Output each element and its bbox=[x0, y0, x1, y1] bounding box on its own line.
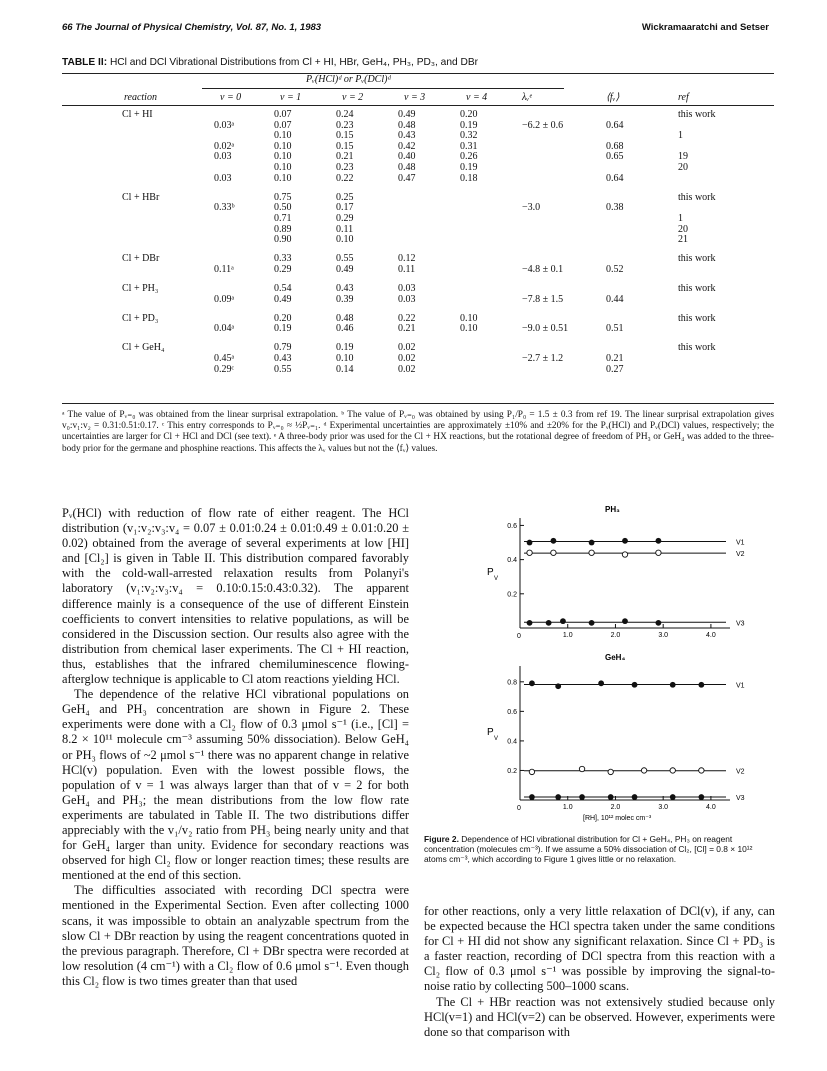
series-label: V2 bbox=[736, 551, 745, 559]
table-cell: 0.25 bbox=[336, 191, 354, 203]
table-cell: 0.11 bbox=[398, 263, 416, 275]
table-cell: 0.19 bbox=[460, 162, 478, 173]
table-cell: 0.09ᵃ bbox=[214, 293, 235, 305]
table-cell: 0.64 bbox=[606, 172, 624, 184]
table-cell: 0.04ᵃ bbox=[214, 323, 235, 335]
table-cell: 0.42 bbox=[398, 140, 416, 152]
data-point bbox=[527, 540, 533, 546]
data-point bbox=[656, 620, 662, 626]
x-tick-label: 2.0 bbox=[610, 804, 621, 811]
column-header: ⟨fᵥ⟩ bbox=[606, 92, 620, 103]
data-point bbox=[551, 550, 556, 555]
y-tick-label: 0.6 bbox=[507, 708, 517, 716]
table-cell: 0.50 bbox=[274, 202, 292, 214]
table-cell: 0.15 bbox=[336, 130, 354, 142]
table-cell: 0.31 bbox=[460, 140, 478, 152]
data-point bbox=[589, 550, 594, 555]
data-point bbox=[551, 538, 557, 544]
y-axis-label-sub: V bbox=[494, 736, 499, 742]
x-origin-label: 0 bbox=[517, 805, 521, 812]
table-title-text: HCl and DCl Vibrational Distributions from Cl + HI, HBr, GeH₄, PH₃, PD₃, and DBr bbox=[109, 57, 479, 68]
table-cell: 0.10 bbox=[336, 352, 354, 364]
table-cell: 0.44 bbox=[606, 293, 624, 305]
table-cell: 0.68 bbox=[606, 140, 624, 152]
figure-caption bbox=[424, 834, 775, 865]
y-tick-label: 0.4 bbox=[507, 557, 517, 565]
table-cell: 0.10 bbox=[460, 323, 478, 335]
column-header: v = 2 bbox=[342, 92, 364, 103]
data-point bbox=[670, 794, 676, 800]
x-origin-label: 0 bbox=[517, 633, 521, 640]
table-cell: 0.45ᵃ bbox=[214, 352, 235, 364]
table-cell: 0.29ᶜ bbox=[214, 363, 235, 375]
table-cell: 0.18 bbox=[460, 172, 478, 184]
table-cell: 0.10 bbox=[460, 312, 478, 324]
data-point bbox=[622, 618, 628, 624]
table-cell: 20 bbox=[678, 223, 688, 235]
authors-header: Wickramaaratchi and Setser bbox=[641, 22, 769, 33]
table-cell: 0.19 bbox=[274, 323, 292, 335]
table-cell: −2.7 ± 1.2 bbox=[522, 352, 564, 364]
table-cell: 1 bbox=[678, 130, 683, 142]
table-cell: 0.20 bbox=[274, 312, 292, 324]
table-cell: 0.27 bbox=[606, 363, 624, 375]
data-point bbox=[529, 769, 534, 774]
table-cell: 0.10 bbox=[274, 151, 292, 163]
series-label: V1 bbox=[736, 539, 745, 547]
table-cell: 0.02 bbox=[398, 342, 416, 354]
figure-2-plots bbox=[424, 500, 775, 830]
table-cell: 0.38 bbox=[606, 202, 624, 214]
data-point bbox=[698, 682, 704, 688]
y-tick-label: 0.6 bbox=[507, 522, 517, 530]
reaction-cell: Cl + GeH₄ bbox=[122, 342, 165, 354]
table-cell: 20 bbox=[678, 162, 688, 173]
table-cell: 0.10 bbox=[336, 234, 354, 246]
table-cell: 0.46 bbox=[336, 323, 354, 335]
running-header bbox=[62, 22, 769, 33]
table-cell: 0.03ᵃ bbox=[214, 119, 235, 131]
data-point bbox=[598, 680, 604, 686]
table-cell: 0.54 bbox=[274, 282, 292, 294]
paragraph: for other reactions, only a very little relaxation of DCl(v), if any, can be expected because the HCl spectra taken under the same conditions for Cl + HI did not show any significant relaxation. Since Cl + PD₃ is a faster reaction, recording of DCl spectra from this reaction with a Cl₂ flow of 0.3 μmol s⁻¹ was possible by improving the signal-to-noise ratio by collecting 500–1000 scans. bbox=[424, 904, 775, 994]
data-point bbox=[589, 620, 595, 626]
reaction-cell: Cl + HI bbox=[122, 109, 153, 120]
table-cell: 0.48 bbox=[336, 312, 354, 324]
series-label: V3 bbox=[736, 795, 745, 803]
column-header: v = 3 bbox=[404, 92, 426, 103]
series-label: V2 bbox=[736, 768, 745, 776]
data-point bbox=[608, 769, 613, 774]
x-tick-label: 2.0 bbox=[610, 632, 621, 639]
body-left-column bbox=[62, 506, 409, 989]
table-cell: 0.79 bbox=[274, 342, 292, 354]
table-cell: 0.51 bbox=[606, 323, 624, 335]
data-point bbox=[656, 550, 661, 555]
paragraph: Pᵥ(HCl) with reduction of flow rate of either reagent. The HCl distribution (v₁:v₂:v₃:v₄ = 0.07 ± 0.01:0.24 ± 0.01:0.49 ± 0.01:0.20 ± 0.02) obtained from the average of several experiments at low [HI] and [Cl₂] is given in Table II. This distribution compared favorably with the cold-wall-arrested relaxation results from Polanyi's laboratory (v₁:v₂:v₃:v₄ = 0.10:0.15:0.43:0.32). The apparent difference mainly is a consequence of the use of different Einstein coefficients to convert intensities to relative populations, as will be considered in the Discussion section. Our results also agree with the distribution from chemical laser experiments. The Cl + HI reaction, thus, establishes that the infrared chemiluminescence flowing-afterglow technique is applicable to Cl atom reactions yielding HCl. bbox=[62, 506, 409, 687]
table-cell: this work bbox=[678, 109, 716, 120]
table-cell: 0.22 bbox=[336, 172, 354, 184]
table-cell: 0.32 bbox=[460, 130, 478, 142]
column-header: v = 4 bbox=[466, 92, 488, 103]
table-cell: −4.8 ± 0.1 bbox=[522, 263, 564, 275]
data-point bbox=[579, 766, 584, 771]
y-tick-label: 0.2 bbox=[507, 591, 517, 599]
x-tick-label: 3.0 bbox=[658, 632, 669, 639]
table-cell: 1 bbox=[678, 212, 683, 224]
table-cell: −6.2 ± 0.6 bbox=[522, 119, 564, 131]
table-cell: 0.47 bbox=[398, 172, 416, 184]
table-cell: 0.29 bbox=[274, 263, 292, 275]
x-axis-label: [RH], 10¹² molec cm⁻³ bbox=[583, 815, 652, 822]
table-cell: 0.71 bbox=[274, 212, 292, 224]
table-cell: 0.49 bbox=[398, 109, 416, 120]
table-cell: 0.26 bbox=[460, 151, 478, 163]
table-cell: 0.52 bbox=[606, 263, 624, 275]
table-cell: 0.49 bbox=[336, 263, 354, 275]
data-point bbox=[589, 540, 595, 546]
x-tick-label: 1.0 bbox=[562, 632, 573, 639]
y-axis-label: P bbox=[487, 567, 494, 578]
figure-caption-text: Dependence of HCl vibrational distribution for Cl + GeH₄, PH₃ on reagent concentration (molecules cm⁻³). If we assume a 50% dissociation of Cl₂, [Cl] = 0.8 × 10¹² atoms cm⁻³, which according to Figure 1 gives little or no relaxation. bbox=[424, 834, 753, 865]
table-cell: 0.39 bbox=[336, 293, 354, 305]
table-cell: 0.43 bbox=[274, 352, 292, 364]
data-point bbox=[632, 682, 638, 688]
data-point bbox=[560, 618, 566, 624]
reaction-cell: Cl + DBr bbox=[122, 253, 160, 265]
table-cell: this work bbox=[678, 342, 716, 354]
figure-2 bbox=[424, 500, 775, 830]
table-cell: 0.21 bbox=[398, 323, 416, 335]
table-cell: this work bbox=[678, 191, 716, 203]
data-point bbox=[555, 683, 561, 689]
table-cell: 0.07 bbox=[274, 119, 292, 131]
table-cell: 0.14 bbox=[336, 363, 354, 375]
table-footnotes: ᵃ The value of Pᵥ₌₀ was obtained from the linear surprisal extrapolation. ᵇ The value of Pᵥ₌₀ was obtained by using P₁/P₀ = 1.5 ± 0.3 from ref 19. The linear surprisal extrapolation gives v₀:v₁:v₂ = 0.31:0.51:0.17. ᶜ This entry corresponds to Pᵥ₌₀ ≈ ½Pᵥ₌₁. ᵈ Experimental uncertainties are approximately ±10% and ±20% for the Pᵥ(HCl) and Pᵥ(DCl) values, respectively; the uncertainties are larger for Cl + HCl and DCl (see text). ᵉ A three-body prior was used for the Cl + HX reactions, but the rotational degree of freedom of PH₃ or GeH₄ was added to the three-body prior for the germane and phosphine reactions. This affects the λᵥ values but not the ⟨fᵥ⟩ values. bbox=[62, 410, 774, 454]
table-cell: 0.19 bbox=[460, 119, 478, 131]
table-cell: 0.75 bbox=[274, 191, 292, 203]
column-header: ref bbox=[678, 92, 689, 103]
table-cell: 0.48 bbox=[398, 119, 416, 131]
reaction-cell: Cl + PD₃ bbox=[122, 312, 159, 324]
y-tick-label: 0.4 bbox=[507, 738, 517, 746]
table-cell: this work bbox=[678, 282, 716, 294]
x-tick-label: 1.0 bbox=[562, 804, 573, 811]
data-table bbox=[62, 73, 774, 405]
reaction-cell: Cl + HBr bbox=[122, 191, 160, 203]
data-point bbox=[632, 794, 638, 800]
table-cell: 0.48 bbox=[398, 162, 416, 173]
y-tick-label: 0.8 bbox=[507, 679, 517, 687]
table-cell: −7.8 ± 1.5 bbox=[522, 293, 564, 305]
data-point bbox=[579, 794, 585, 800]
table-cell: 0.21 bbox=[606, 352, 624, 364]
data-point bbox=[670, 682, 676, 688]
table-cell: 0.02ᵃ bbox=[214, 140, 235, 152]
table-cell: −3.0 bbox=[522, 202, 541, 214]
table-cell: 0.20 bbox=[460, 109, 478, 120]
paragraph: The difficulties associated with recording DCl spectra were mentioned in the Experimental Section. Even after collecting 1000 scans, it was impossible to obtain an analyzable spectrum from the slow Cl + DBr reaction by using the reagent concentrations quoted in the previous paragraph. Therefore, Cl + DBr spectra were recorded at low resolution (4 cm⁻¹) with a Cl₂ flow of 0.6 μmol s⁻¹. Even though this Cl₂ flow is two times greater than that used bbox=[62, 883, 409, 988]
table-cell: 21 bbox=[678, 234, 688, 246]
table-cell: 0.40 bbox=[398, 151, 416, 163]
table-cell: 0.19 bbox=[336, 342, 354, 354]
table-cell: 0.64 bbox=[606, 119, 624, 131]
table-cell: 0.02 bbox=[398, 363, 416, 375]
column-header: v = 0 bbox=[220, 92, 242, 103]
table-cell: 0.17 bbox=[336, 202, 354, 214]
data-point bbox=[555, 794, 561, 800]
data-point bbox=[527, 620, 533, 626]
y-tick-label: 0.2 bbox=[507, 767, 517, 775]
table-cell: 0.11ᵃ bbox=[214, 263, 234, 275]
data-point bbox=[546, 620, 552, 626]
table-cell: 0.10 bbox=[274, 130, 292, 142]
table-cell: 0.10 bbox=[274, 172, 292, 184]
table-cell: 0.02 bbox=[398, 352, 416, 364]
table-title bbox=[62, 57, 772, 68]
data-point bbox=[641, 768, 646, 773]
y-axis-label-sub: V bbox=[494, 576, 499, 582]
figure-caption-label: Figure 2. bbox=[424, 834, 459, 844]
paragraph: The dependence of the relative HCl vibrational populations on GeH₄ and PH₃ concentration are shown in Figure 2. These experiments were done with a Cl₂ flow of 0.3 μmol s⁻¹ (i.e., [Cl] = 8.2 × 10¹¹ molecule cm⁻³ assuming 50% dissociation). Below GeH₄ or PH₃ flows of ~2 μmol s⁻¹ there was no apparent change in relative HCl(v) population. Even with the lowest possible flows, the population of v = 1 was always larger than that of v = 2 for both GeH₄ and PH₃; the mean distributions from the low flow rate experiments are tabulated in Table II. The two distributions differ appreciably with the v₁/v₂ ratio from PH₃ being nearly unity and that for GeH₄ larger than unity. Evidence for secondary reactions was observed for high Cl₂ flow or longer reaction times; these results are mentioned at the end of this section. bbox=[62, 687, 409, 883]
table-cell: 0.29 bbox=[336, 212, 354, 224]
table-cell: 0.65 bbox=[606, 151, 624, 163]
table-cell: 0.23 bbox=[336, 119, 354, 131]
data-point bbox=[608, 794, 614, 800]
table-cell: 0.07 bbox=[274, 109, 292, 120]
data-point bbox=[527, 550, 532, 555]
table-cell: 0.15 bbox=[336, 140, 354, 152]
table-cell: 0.55 bbox=[336, 253, 354, 265]
table-cell: 0.03 bbox=[214, 151, 232, 163]
body-right-column bbox=[424, 904, 775, 1040]
table-cell: −9.0 ± 0.51 bbox=[522, 323, 569, 335]
column-header: λᵥᵉ bbox=[522, 92, 532, 103]
table-cell: 0.22 bbox=[398, 312, 416, 324]
data-point bbox=[529, 680, 535, 686]
table-cell: 0.55 bbox=[274, 363, 292, 375]
table-cell: 0.24 bbox=[336, 109, 354, 120]
table-cell: 0.10 bbox=[274, 162, 292, 173]
table-cell: 0.90 bbox=[274, 234, 292, 246]
x-tick-label: 3.0 bbox=[658, 804, 669, 811]
data-point bbox=[622, 552, 627, 557]
data-point bbox=[529, 794, 535, 800]
table-cell: 19 bbox=[678, 151, 688, 163]
table-cell: 0.03 bbox=[214, 172, 232, 184]
table-cell: 0.03 bbox=[398, 282, 416, 294]
data-point bbox=[698, 794, 704, 800]
data-point bbox=[656, 538, 662, 544]
journal-header: 66 The Journal of Physical Chemistry, Vol. 87, No. 1, 1983 bbox=[62, 22, 322, 33]
data-point bbox=[670, 768, 675, 773]
table-cell: 0.89 bbox=[274, 223, 292, 235]
table-cell: 0.49 bbox=[274, 293, 292, 305]
series-label: V1 bbox=[736, 682, 745, 690]
table-cell: 0.33ᵇ bbox=[214, 202, 235, 214]
table-cell: 0.03 bbox=[398, 293, 416, 305]
panel-title: PH₃ bbox=[605, 505, 620, 514]
panel-title: GeH₄ bbox=[605, 653, 626, 662]
span-header: Pᵥ(HCl)ᵈ or Pᵥ(DCl)ᵈ bbox=[306, 74, 391, 85]
table-cell: this work bbox=[678, 253, 716, 265]
table-cell: 0.21 bbox=[336, 151, 354, 163]
x-tick-label: 4.0 bbox=[706, 632, 716, 639]
column-header: reaction bbox=[124, 92, 157, 103]
table-cell: 0.43 bbox=[398, 130, 416, 142]
table-cell: 0.33 bbox=[274, 253, 292, 265]
data-point bbox=[622, 538, 628, 544]
table-cell: 0.12 bbox=[398, 253, 416, 265]
data-point bbox=[699, 768, 704, 773]
x-tick-label: 4.0 bbox=[706, 804, 716, 811]
table-cell: this work bbox=[678, 312, 716, 324]
table-cell: 0.43 bbox=[336, 282, 354, 294]
series-label: V3 bbox=[736, 620, 745, 628]
table-title-label: TABLE II: bbox=[62, 57, 108, 68]
table-cell: 0.23 bbox=[336, 162, 354, 173]
paragraph: The Cl + HBr reaction was not extensively studied because only HCl(v=1) and HCl(v=2) can be observed. However, experiments were done so that comparison with bbox=[424, 994, 775, 1039]
column-header: v = 1 bbox=[280, 92, 302, 103]
reaction-cell: Cl + PH₃ bbox=[122, 282, 159, 294]
table-cell: 0.10 bbox=[274, 140, 292, 152]
table-cell: 0.11 bbox=[336, 223, 354, 235]
y-axis-label: P bbox=[487, 727, 494, 738]
